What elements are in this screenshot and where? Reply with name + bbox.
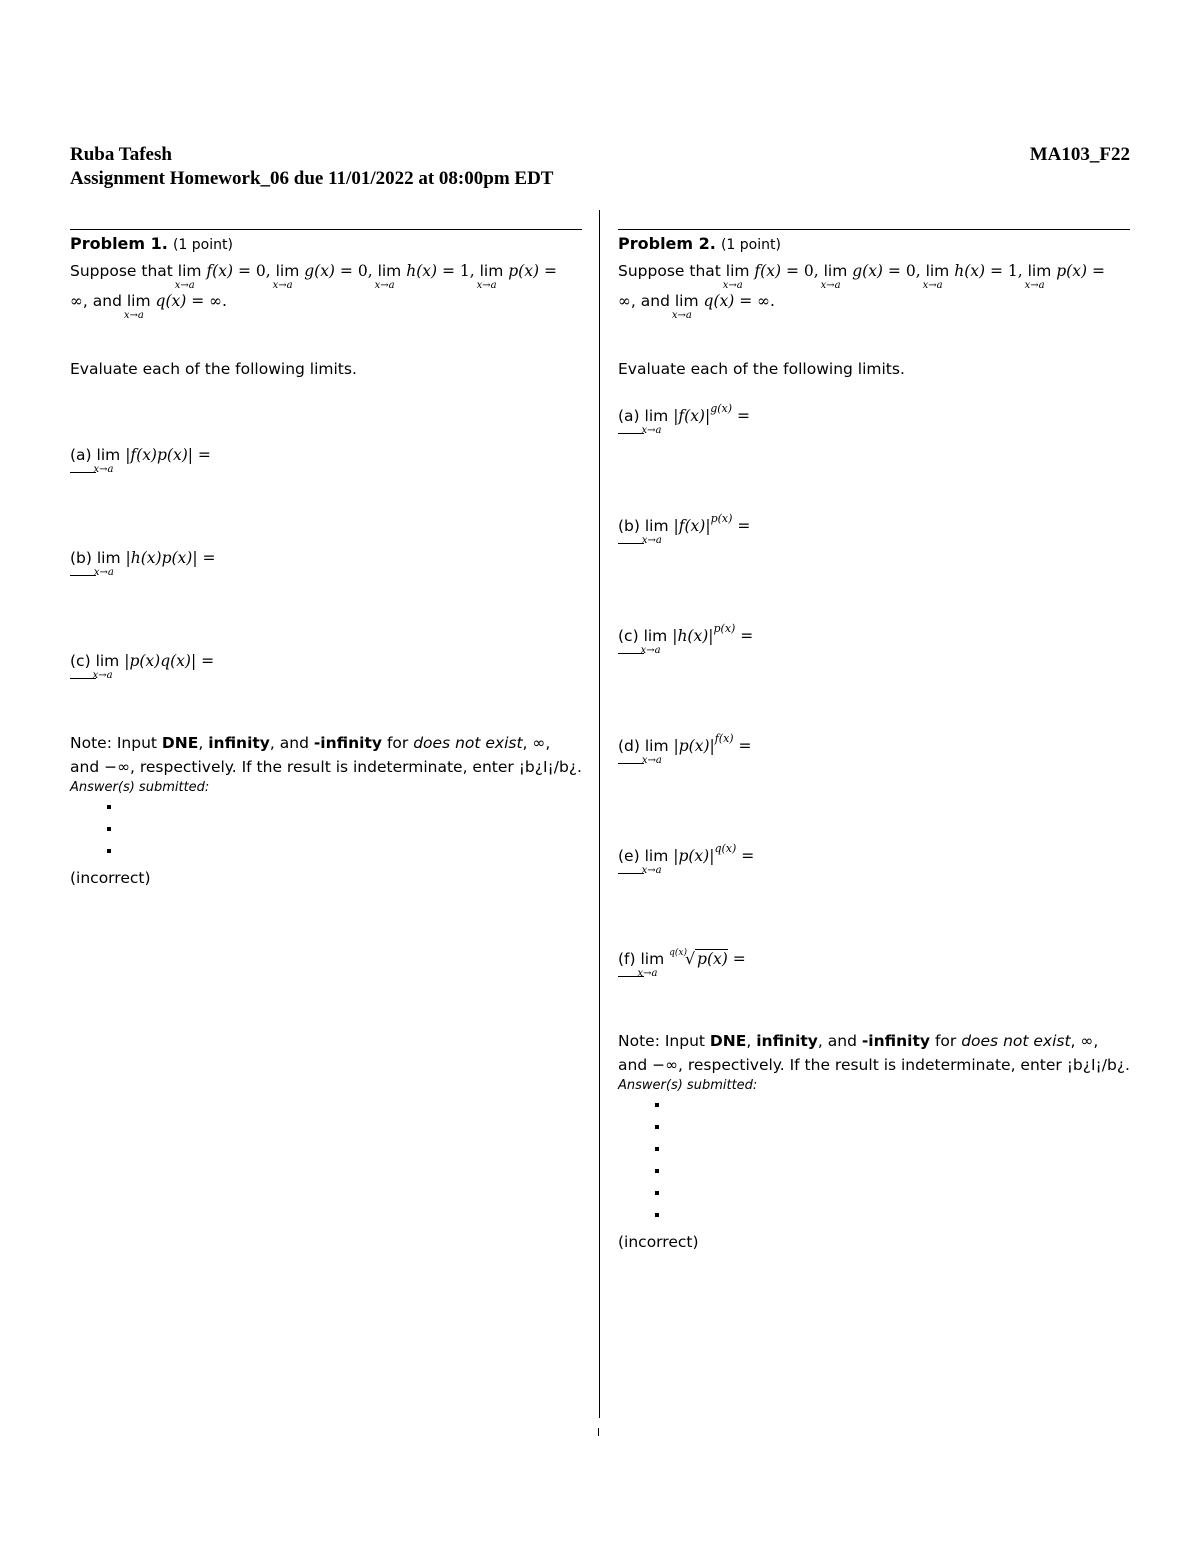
list-item	[122, 799, 582, 821]
instructions: Evaluate each of the following limits.	[618, 360, 905, 378]
problem-rule	[70, 229, 582, 230]
problem-2	[618, 229, 1130, 1251]
list-item	[122, 821, 582, 843]
note: Note: Input DNE, infinity, and -infinity for does not exist, ∞, and −∞, respectively. If the result is indeterminate, enter ¡b¿I¡/b¿.	[70, 734, 582, 776]
answers-submitted-label: Answer(s) submitted:	[70, 780, 210, 795]
nth-root: q(x) √ p(x)	[669, 948, 728, 968]
list-item	[670, 1163, 1130, 1185]
answer-blank-a[interactable]	[70, 472, 96, 473]
answer-blank-b[interactable]	[618, 543, 644, 544]
answer-blank-d[interactable]	[618, 763, 644, 764]
limit-operator: lim x→a	[476, 262, 504, 291]
limit-operator: lim x→a	[374, 262, 402, 291]
submitted-answers-list	[70, 799, 582, 865]
part-c: (c) lim x→a |p(x)q(x)| =	[70, 652, 215, 681]
part-b: (b) lim x→a $|f(x)|^{p(x)}$ =	[618, 512, 751, 546]
column-divider	[599, 210, 600, 1418]
part-d: (d) lim x→a $|p(x)|^{f(x)}$ =	[618, 732, 752, 766]
result-status: (incorrect)	[618, 1233, 699, 1251]
premise: Suppose that lim x→a f(x) = 0, lim x→a g(x) = 0, lim x→a h(x) = 1, lim x→a p(x) = ∞, and lim x→a q(x) = ∞.	[618, 262, 1105, 321]
note: Note: Input DNE, infinity, and -infinity for does not exist, ∞, and −∞, respectively. If the result is indeterminate, enter ¡b¿I¡/b¿.	[618, 1032, 1130, 1074]
course-code: MA103_F22	[1029, 144, 1130, 165]
list-item	[670, 1141, 1130, 1163]
student-name: Ruba Tafesh	[70, 144, 172, 165]
result-status: (incorrect)	[70, 869, 151, 887]
part-c: (c) lim x→a $|h(x)|^{p(x)}$ =	[618, 622, 754, 656]
page-number-mark	[598, 1428, 599, 1436]
problem-rule	[618, 229, 1130, 230]
limit-operator: lim x→a	[123, 292, 151, 321]
header-left	[70, 143, 553, 191]
list-item	[670, 1185, 1130, 1207]
answer-blank-a[interactable]	[618, 433, 644, 434]
problem-heading	[70, 233, 582, 256]
part-b: (b) lim x→a |h(x)p(x)| =	[70, 549, 216, 578]
part-a: (a) lim x→a $|f(x)|^{g(x)}$ =	[618, 402, 750, 436]
submitted-answers-list	[618, 1097, 1130, 1229]
premise: Suppose that lim x→a f(x) = 0, lim x→a g(x) = 0, lim x→a h(x) = 1, lim x→a p(x) = ∞, and lim x→a q(x) = ∞.	[70, 256, 582, 316]
answer-blank-b[interactable]	[70, 575, 96, 576]
list-item	[122, 843, 582, 865]
part-e: (e) lim x→a $|p(x)|^{q(x)}$ =	[618, 842, 755, 876]
part-a: (a) lim x→a |f(x)p(x)| =	[70, 446, 211, 475]
problem-points: (1 point)	[720, 237, 781, 253]
problem-heading	[618, 233, 1130, 256]
problem-points: (1 point)	[172, 237, 233, 253]
problem-1	[70, 229, 582, 887]
answer-blank-e[interactable]	[618, 873, 644, 874]
assignment-title: Assignment Homework_06 due 11/01/2022 at 08:00pm EDT	[70, 168, 554, 189]
problem-number: Problem 2.	[618, 234, 716, 253]
instructions: Evaluate each of the following limits.	[70, 360, 357, 378]
problem-number: Problem 1.	[70, 234, 168, 253]
answers-submitted-label: Answer(s) submitted:	[618, 1078, 758, 1093]
list-item	[670, 1119, 1130, 1141]
list-item	[670, 1097, 1130, 1119]
limit-operator: lim x→a	[272, 262, 300, 291]
part-f: (f) lim x→a q(x) √ p(x) =	[618, 944, 1130, 977]
limit-operator: lim x→a	[174, 262, 202, 291]
list-item	[670, 1207, 1130, 1229]
